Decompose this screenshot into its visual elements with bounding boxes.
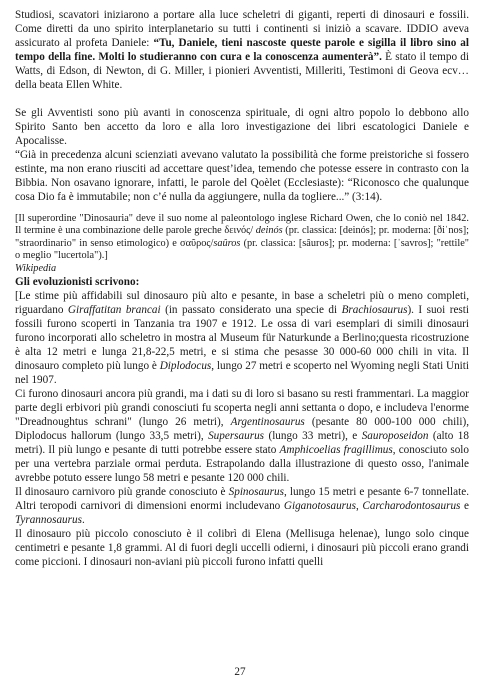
text-run: Il dinosauro più piccolo conosciuto è il colibrì di Elena (Mellisuga helenae), lungo solo cinque centimetri e pesante 1,8 grammi. Al di fuori degli uccelli odierni, i dinosauri più piccoli erano grandi come piccioni. I dinosauri non-aviani più piccoli furono infatti quelli bbox=[15, 528, 469, 569]
spacer bbox=[15, 204, 469, 213]
text-run: (pr. classica: [sâuros]; pr. moderna: [ˈsavros]; "rettile" o meglio "lucertola").] bbox=[15, 237, 469, 262]
italic-text-run: Amphicoelias fragillimus bbox=[279, 444, 393, 457]
italic-text-run: Spinosaurus bbox=[228, 486, 284, 499]
note-source: Wikipedia bbox=[15, 262, 57, 274]
text-run: È stato il tempo di Watts, di Edson, di Newton, di G. Miller, i pionieri Avventisti, Milleriti, Testimoni di Geova ecv… della beata Ellen White. bbox=[15, 51, 469, 91]
text-run: [Il superordine "Dinosauria" deve il suo nome al paleontologo inglese Richard Owen, che lo coniò nel 1842. Il termine è una combinazione delle parole greche δεινός/ bbox=[15, 213, 469, 237]
document-page bbox=[15, 8, 469, 569]
italic-text-run: deinós bbox=[255, 225, 283, 237]
italic-text-run: Brachiosaurus bbox=[341, 304, 408, 317]
paragraph-adventists bbox=[15, 106, 469, 148]
page-number: 27 bbox=[234, 666, 246, 678]
text-run: , conosciuto solo per una vertebra parziale ormai perduta. Estrapolando dalla illustrazione di questo osso, l'animale avrebbe potuto essere lungo 58 metri e pesante 120 000 chili. bbox=[15, 444, 469, 485]
text-run: (alto 18 metri). Il più lungo e pesante di tutti potrebbe essere stato bbox=[15, 430, 469, 457]
etymology-note bbox=[15, 213, 469, 263]
italic-text-run: saûros bbox=[213, 237, 241, 249]
text-run: , bbox=[355, 500, 363, 513]
text-run: (pesante 80 000-100 000 chili), Diplodocus hallorum (lungo 33,5 metri), bbox=[15, 416, 469, 443]
section-heading: Gli evoluzionisti scrivono: bbox=[15, 276, 140, 289]
italic-text-run: Carcharodontosaurus bbox=[362, 500, 461, 513]
italic-text-run: Sauroposeidon bbox=[361, 430, 429, 443]
spacer bbox=[15, 92, 469, 106]
italic-text-run: Giganotosaurus bbox=[283, 500, 356, 513]
text-run: “Già in precedenza alcuni scienziati avevano valutato la possibilità che forme preistoriche si fossero estinte, ma non erano riusciti ad accettare quest’idea, temendo che potesse essere in contrasto con la Bibbia. Non osavano ignorare, infatti, le parole del Qoèlet (Ecclesiaste): “Riconosco che qualunque cosa Dio fa è immutabile; non c’é nulla da aggiungere, nulla da togliere...” (3:14). bbox=[15, 149, 469, 203]
bold-text-run: “Tu, Daniele, tieni nascoste queste parole e sigilla il libro sino al tempo della fine. Molti lo studieranno con cura e la conoscenza aumenterà”. bbox=[15, 37, 469, 63]
text-run: (in passato considerato una specie di bbox=[160, 304, 342, 317]
italic-text-run: Supersaurus bbox=[208, 430, 265, 443]
paragraph-intro bbox=[15, 8, 469, 92]
italic-text-run: Diplodocus bbox=[159, 360, 212, 373]
text-run: . bbox=[81, 514, 85, 527]
text-run: Ci furono dinosauri ancora più grandi, ma i dati su di loro si basano su resti frammentari. La maggior parte degli erbivori più grandi conosciuti fu scoperta negli anni settanta o dopo, e includeva l'enorme "Dreadnoughtus schrani" (lungo 26 metri), bbox=[15, 388, 469, 429]
text-run: (lungo 33 metri), e bbox=[264, 430, 362, 443]
paragraph-smallest bbox=[15, 527, 469, 569]
text-run: , lungo 15 metri e pesante 6-7 tonnellate. Altri teropodi carnivori di dimensioni enormi includevano bbox=[15, 486, 469, 513]
paragraph-carnivore bbox=[15, 485, 469, 527]
text-run: (pr. classica: [deinós]; pr. moderna: [ðiˈnos]; "straordinario" in senso etimologico) e σαῦρος/ bbox=[15, 225, 469, 249]
text-run: Studiosi, scavatori iniziarono a portare alla luce scheletri di giganti, reperti di dinosauri e fossili. Come diretti da uno spirito interplanetario su tutti i continenti si iniziò a scavare. IDDIO aveva assicurato al profeta Daniele: bbox=[15, 9, 469, 49]
paragraph-quote bbox=[15, 148, 469, 204]
text-run: e bbox=[460, 500, 470, 513]
italic-text-run: Tyrannosaurus bbox=[15, 514, 82, 527]
paragraph-largest bbox=[15, 289, 469, 387]
paragraph-fragments bbox=[15, 387, 469, 485]
text-run: Il dinosauro carnivoro più grande conosciuto è bbox=[15, 486, 229, 499]
text-run: ). I suoi resti fossili furono scoperti in Tanzania tra 1907 e 1912. Le ossa di vari esemplari di simili dinosauri furono incorporati allo scheletro in mostra al Museum für Naturkunde a Berlino;questa ricostruzione è alta 12 metri e lunga 21,8-22,5 metri, e si stima che pesasse 30 000-60 000 chili in vita. Il dinosauro completo più lungo è bbox=[15, 304, 469, 373]
italic-text-run: Giraffatitan brancai bbox=[67, 304, 161, 317]
text-run: , lungo 27 metri e scoperto nel Wyoming negli Stati Uniti nel 1907. bbox=[15, 360, 470, 387]
text-run: Se gli Avventisti sono più avanti in conoscenza spirituale, di ogni altro popolo lo debbono allo Spirito Santo ben accetto da loro e alla loro investigazione dei libri escatologici Daniele e Apocalisse. bbox=[15, 107, 469, 147]
italic-text-run: Argentinosaurus bbox=[230, 416, 305, 429]
text-run: [Le stime più affidabili sul dinosauro più alto e pesante, in base a scheletri più o meno completi, riguardano bbox=[15, 290, 469, 317]
